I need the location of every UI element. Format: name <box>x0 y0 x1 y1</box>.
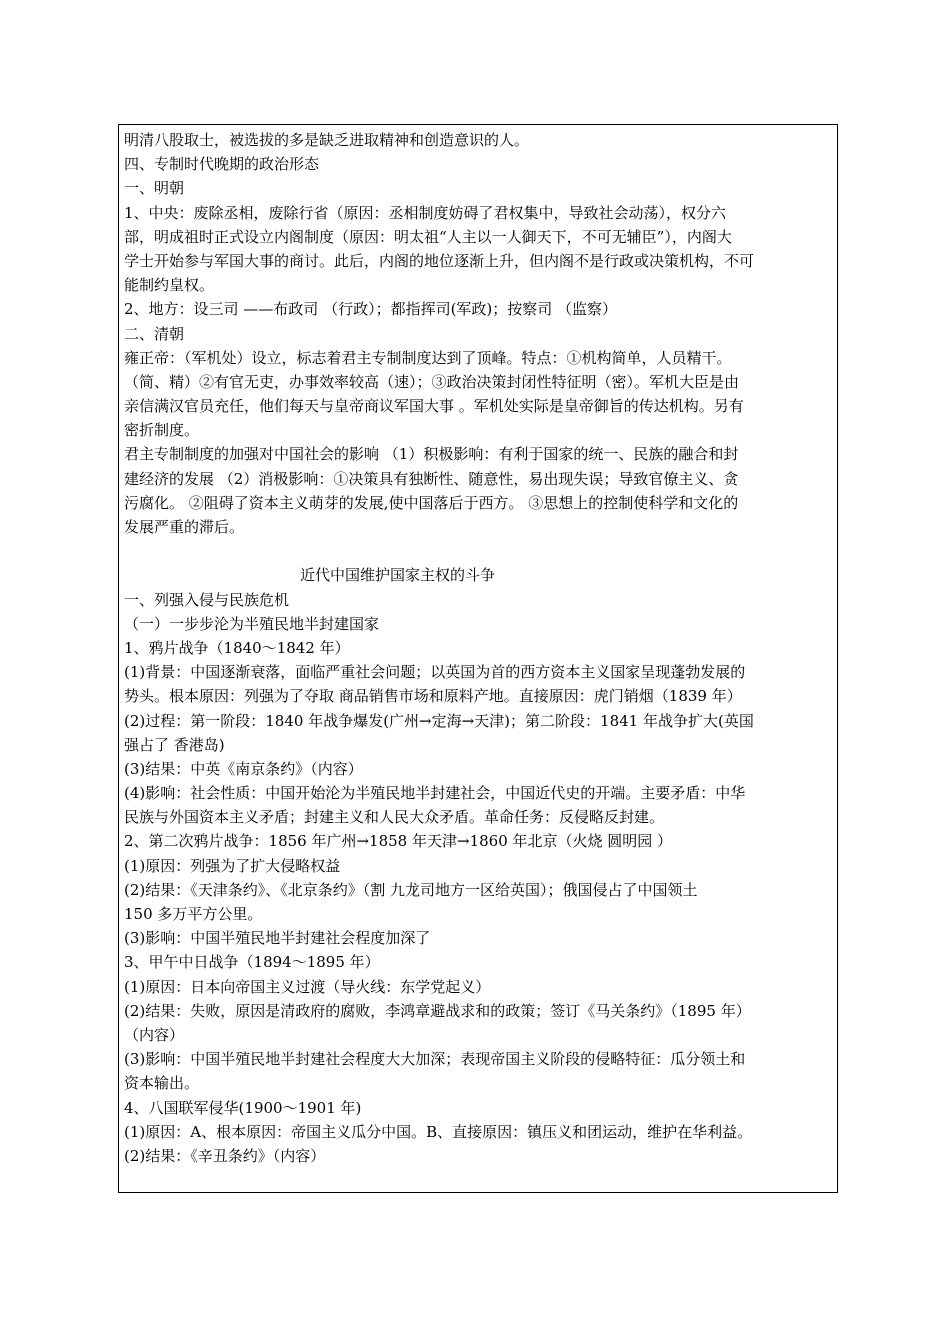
section-heading: 四、专制时代晚期的政治形态 <box>124 155 320 174</box>
text-line: (2)过程：第一阶段：1840 年战争爆发(广州→定海→天津)；第二阶段：1841 年战争扩大(英国 <box>124 711 754 730</box>
text-line: (4)影响：社会性质：中国开始沦为半殖民地半封建社会，中国近代史的开端。主要矛盾：中华 <box>124 784 746 803</box>
text-line: 污腐化。 ②阻碍了资本主义萌芽的发展,使中国落后于西方。 ③思想上的控制使科学和文化的 <box>124 493 739 512</box>
text-line: (3)影响：中国半殖民地半封建社会程度加深了 <box>124 929 431 948</box>
text-line: 2、地方：设三司 ——布政司 （行政）；都指挥司(军政)；按察司 （监察） <box>124 300 618 319</box>
text-line: (1)原因：A、根本原因：帝国主义瓜分中国。B、直接原因：镇压义和团运动，维护在华利益。 <box>124 1122 753 1141</box>
chapter-title: 近代中国维护国家主权的斗争 <box>300 566 496 585</box>
sub-heading: （一）一步步沦为半殖民地半封建国家 <box>124 614 380 633</box>
text-line: 2、第二次鸦片战争：1856 年广州→1858 年天津→1860 年北京（火烧 圆明园 ） <box>124 832 673 851</box>
document-frame <box>118 124 838 1193</box>
text-line: 资本输出。 <box>124 1074 200 1093</box>
text-line: 4、八国联军侵华(1900～1901 年) <box>124 1098 362 1117</box>
text-line: 1、鸦片战争（1840～1842 年） <box>124 638 350 657</box>
text-line: (2)结果：《天津条约》、《北京条约》（割 九龙司地方一区给英国）；俄国侵占了中国领土 <box>124 880 698 899</box>
text-line: （简、精）②有官无吏，办事效率较高（速）；③政治决策封闭性特征明（密）。军机大臣是由 <box>124 372 740 391</box>
text-line: 亲信满汉官员充任，他们每天与皇帝商议军国大事 。军机处实际是皇帝御旨的传达机构。另有 <box>124 397 744 416</box>
text-line: （内容） <box>124 1025 185 1044</box>
blank-line <box>124 539 834 563</box>
text-line: 部，明成祖时正式设立内阁制度（原因：明太祖“人主以一人御天下，不可无辅臣”），内阁大 <box>124 227 732 246</box>
text-line: 学士开始参与军国大事的商讨。此后，内阁的地位逐渐上升，但内阁不是行政或决策机构，不可 <box>124 251 755 270</box>
document-body <box>124 128 834 1168</box>
text-line: 能制约皇权。 <box>124 276 215 295</box>
text-line: 发展严重的滞后。 <box>124 518 245 536</box>
text-line: (2)结果：失败，原因是清政府的腐败，李鸿章避战求和的政策；签订《马关条约》（1895 年） <box>124 1001 751 1020</box>
text-line: 建经济的发展 （2）消极影响：①决策具有独断性、随意性，易出现失误；导致官僚主义、贪 <box>124 469 739 488</box>
text-line: (1)原因：列强为了扩大侵略权益 <box>124 856 341 875</box>
text-line: 1、中央：废除丞相，废除行省（原因：丞相制度妨碍了君权集中，导致社会动荡），权分六 <box>124 203 727 222</box>
text-line: 3、甲午中日战争（1894～1895 年） <box>124 953 380 972</box>
text-line: (1)背景：中国逐渐衰落，面临严重社会问题；以英国为首的西方资本主义国家呈现蓬勃发展的 <box>124 663 746 682</box>
text-line: 150 多万平方公里。 <box>124 905 263 923</box>
text-line: (1)原因：日本向帝国主义过渡（导火线：东学党起义） <box>124 977 491 996</box>
text-line: 势头。根本原因：列强为了夺取 商品销售市场和原料产地。直接原因：虎门销烟（1839 年） <box>124 687 742 706</box>
text-line: (2)结果：《辛丑条约》（内容） <box>124 1146 326 1165</box>
text-line: 民族与外国资本主义矛盾；封建主义和人民大众矛盾。革命任务：反侵略反封建。 <box>124 808 665 827</box>
text-line: (3)影响：中国半殖民地半封建社会程度大大加深；表现帝国主义阶段的侵略特征：瓜分领土和 <box>124 1050 746 1069</box>
section-heading: 一、列强入侵与民族危机 <box>124 590 290 609</box>
text-line: 密折制度。 <box>124 421 200 440</box>
text-line: 雍正帝：（军机处）设立，标志着君主专制制度达到了顶峰。特点：①机构简单，人员精干。 <box>124 348 732 367</box>
text-line: (3)结果：中英《南京条约》（内容） <box>124 759 363 778</box>
sub-heading: 一、明朝 <box>124 179 185 198</box>
text-line: 君主专制制度的加强对中国社会的影响 （1）积极影响：有利于国家的统一、民族的融合和封 <box>124 445 739 464</box>
sub-heading: 二、清朝 <box>124 324 185 343</box>
text-line: 强占了 香港岛) <box>124 735 225 754</box>
text-line: 明清八股取士，被选拔的多是缺乏进取精神和创造意识的人。 <box>124 131 530 149</box>
